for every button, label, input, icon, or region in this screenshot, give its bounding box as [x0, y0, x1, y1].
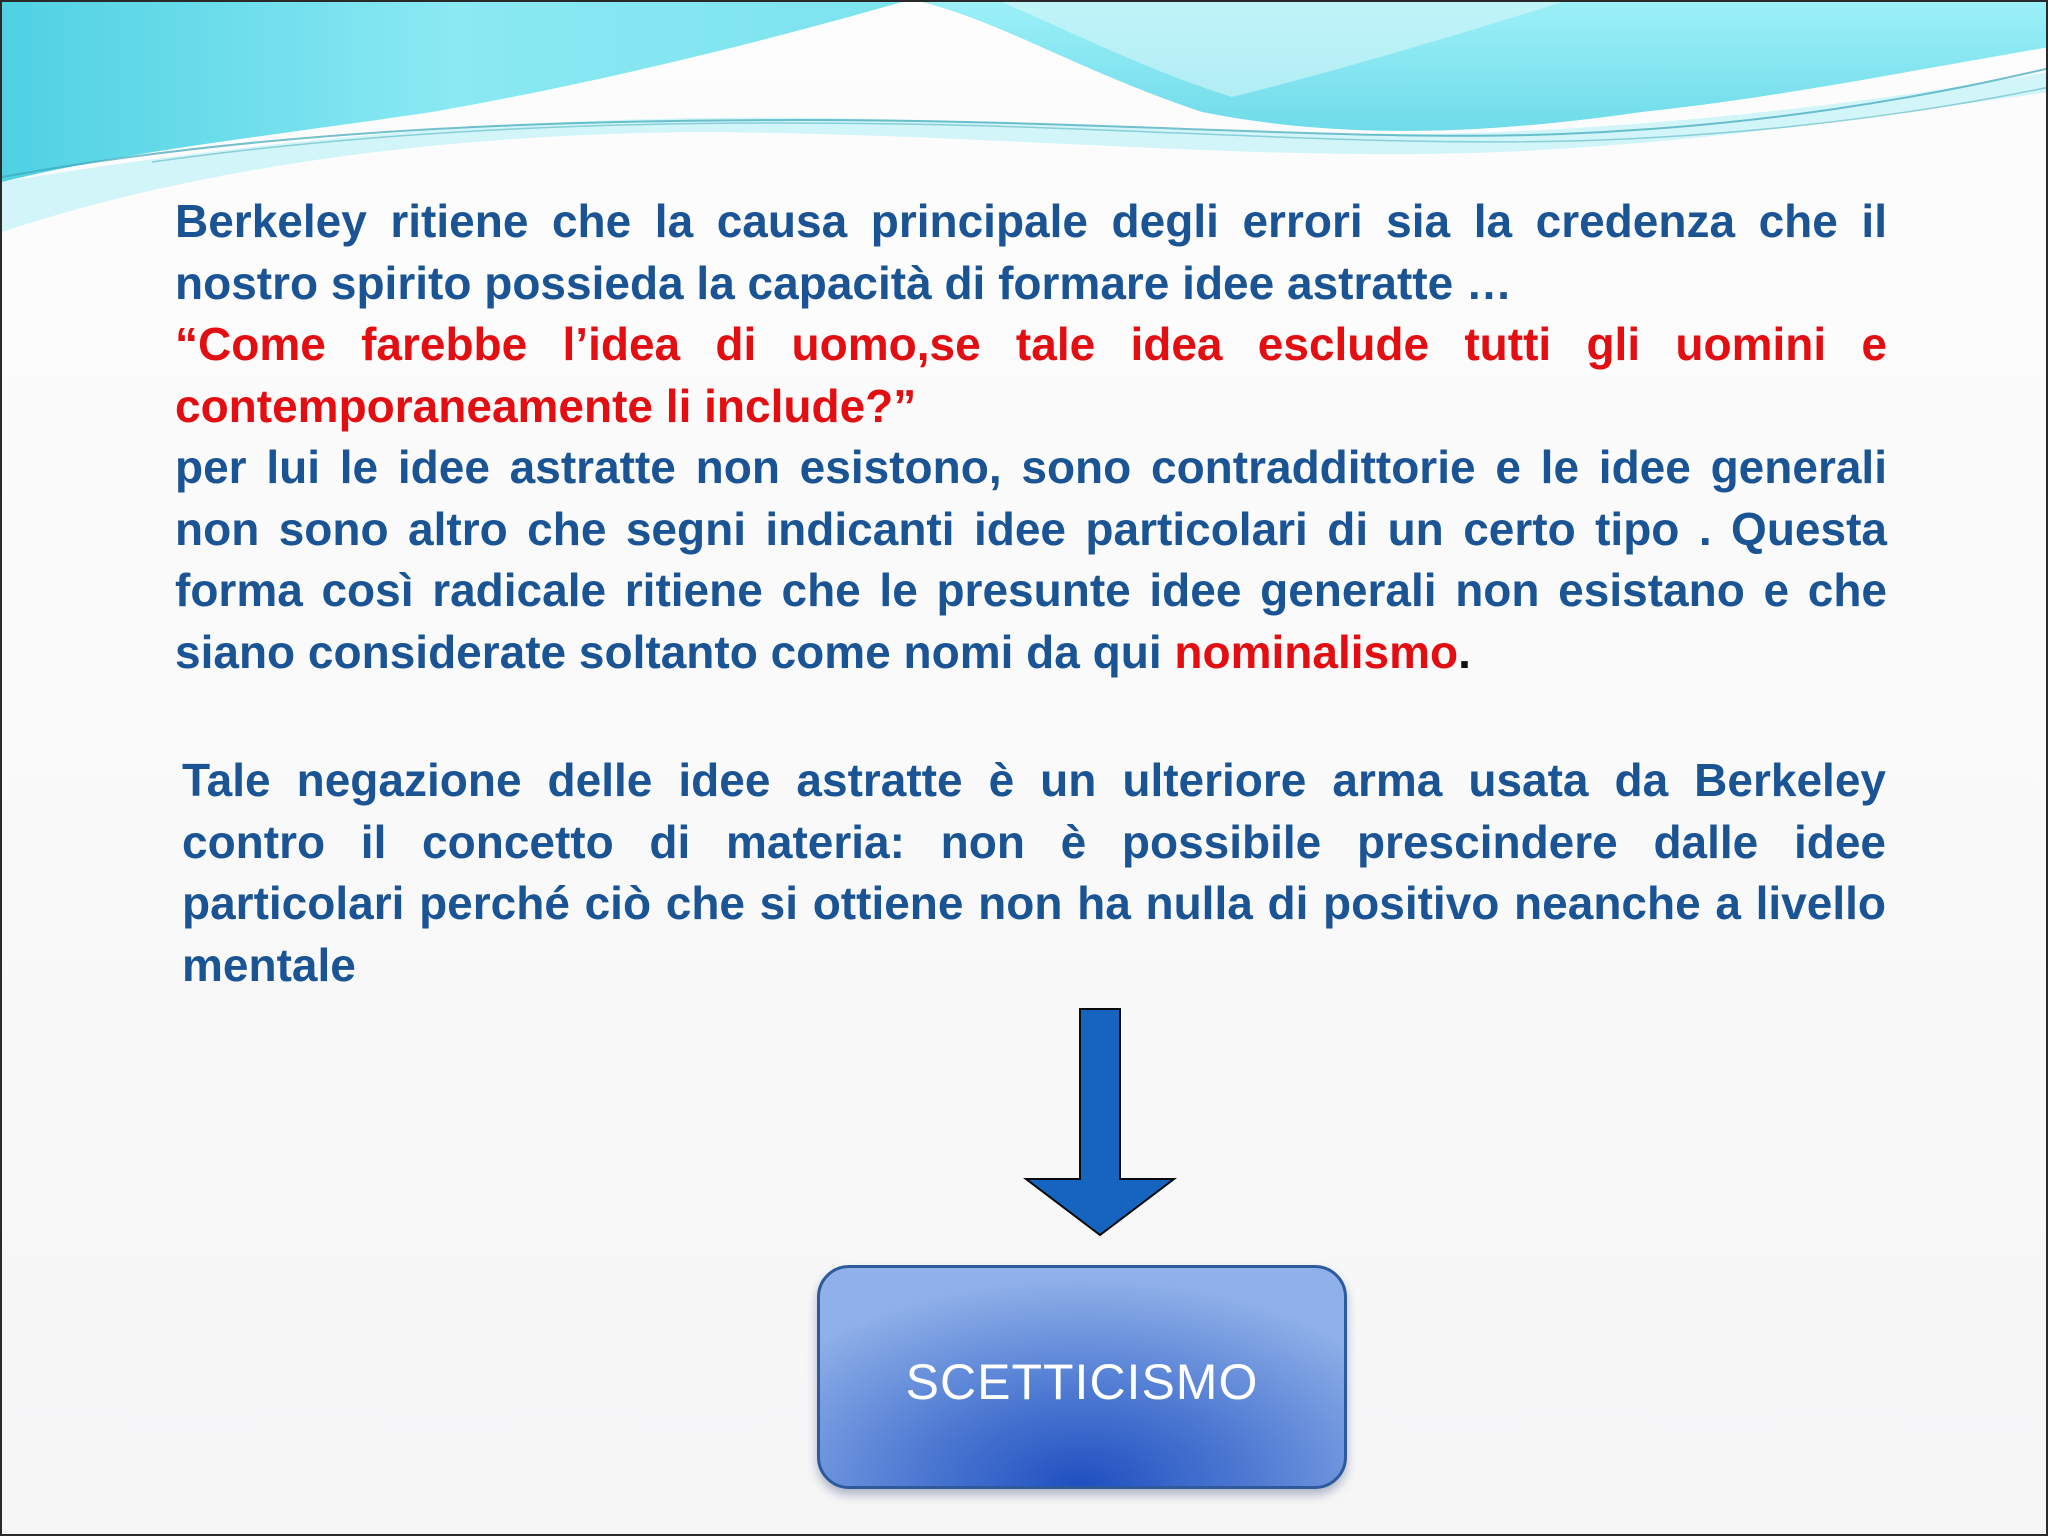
- arrow-down-icon: [1022, 1007, 1178, 1237]
- conclusion-box-label: SCETTICISMO: [905, 1354, 1259, 1410]
- paragraph-abstract-ideas-text: per lui le idee astratte non esistono, sono contraddittorie e le idee generali non sono altro che segni indicanti idee particolari di un certo tipo . Questa forma così radicale ritiene che le presunte idee generali non esistano e che siano considerate soltanto come nomi da qui: [175, 441, 1887, 678]
- paragraph-period: .: [1458, 625, 1471, 678]
- paragraph-berkeley-errors: Berkeley ritiene che la causa principale degli errori sia la credenza che il nostro spirito possieda la capacità di formare idee astratte …: [175, 195, 1887, 309]
- main-text-block: [175, 191, 1887, 683]
- conclusion-box-scetticismo: [817, 1265, 1347, 1489]
- secondary-text-block: [182, 750, 1886, 996]
- nominalismo-term: nominalismo: [1174, 625, 1459, 678]
- paragraph-abstract-ideas: [175, 437, 1887, 683]
- quote-idea-of-man: “Come farebbe l’idea di uomo,se tale idea esclude tutti gli uomini e contemporaneamente li include?”: [175, 318, 1887, 432]
- paragraph-negation-matter: Tale negazione delle idee astratte è un ulteriore arma usata da Berkeley contro il concetto di materia: non è possibile prescindere dalle idee particolari perché ciò che si ottiene non ha nulla di positivo neanche a livello mentale: [182, 754, 1886, 991]
